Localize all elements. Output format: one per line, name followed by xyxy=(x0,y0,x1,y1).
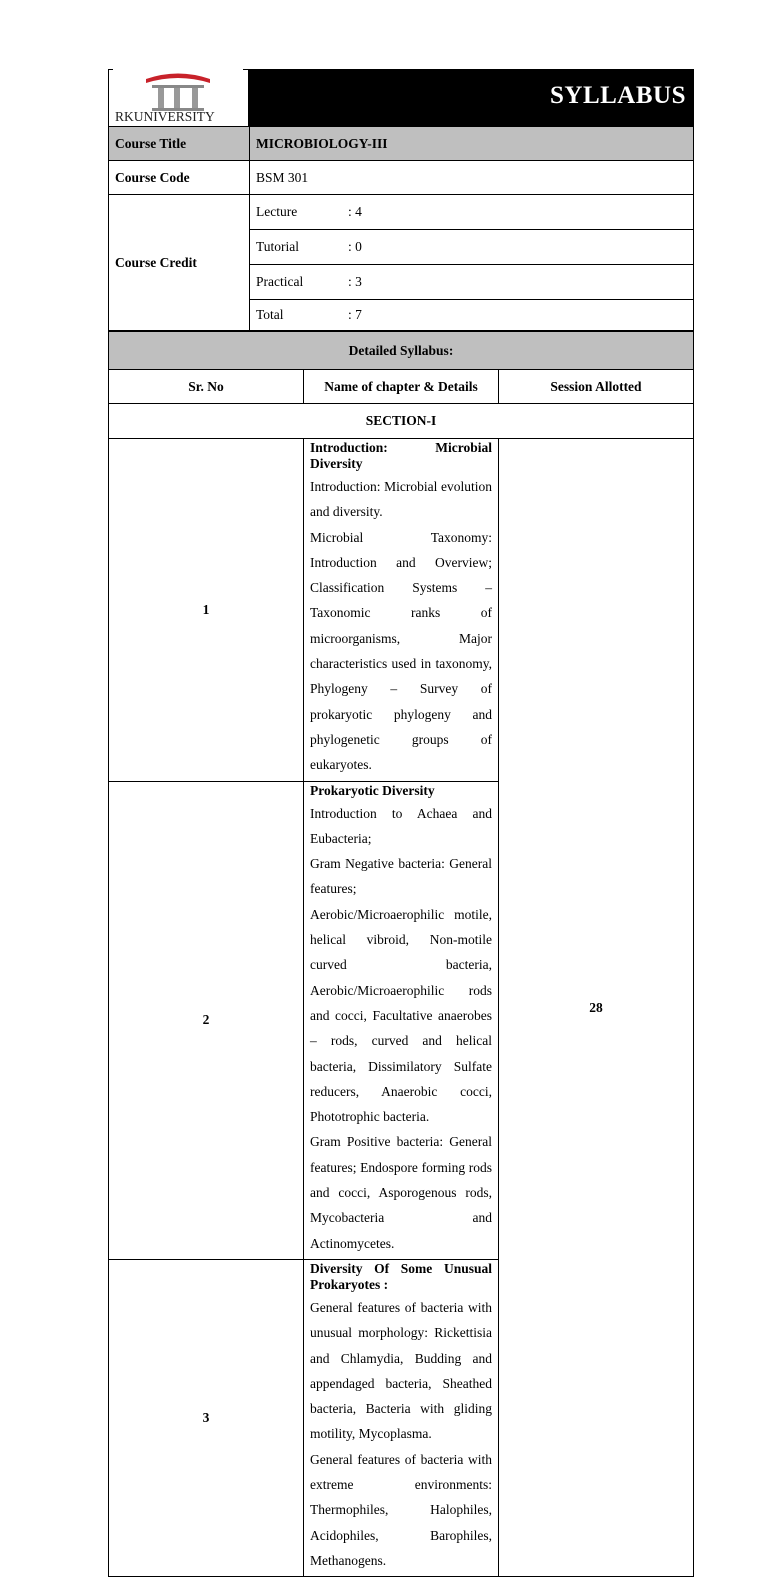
chapter-number: 3 xyxy=(109,1259,304,1576)
credit-value: : 3 xyxy=(348,274,362,289)
course-code-label: Course Code xyxy=(109,161,250,195)
chapter-paragraph: General features of bacteria with unusual morphology: Rickettisia and Chlamydia, Budding and appendaged bacteria, Sheathed bacteria, Bacteria with gliding motility, Mycoplasma. xyxy=(310,1299,492,1442)
chapter-title: Prokaryotic Diversity xyxy=(310,782,435,798)
course-info-table xyxy=(108,126,694,331)
chapter-details xyxy=(304,1259,499,1576)
course-code-value: BSM 301 xyxy=(250,161,694,195)
chapter-details xyxy=(304,439,499,782)
chapter-paragraph: Gram Negative bacteria: General features; Aerobic/Microaerophilic motile, helical vibroid, Non-motile curved bacteria, Aerobic/Microaerophilic rods and cocci, Facultative anaerobes – rods, curved and helical bacteria, Dissimilatory Sulfate reducers, Anaerobic cocci, Phototrophic bacteria. xyxy=(310,856,492,1125)
chapter-title: Diversity Of Some Unusual Prokaryotes : xyxy=(310,1260,492,1292)
credit-name: Total xyxy=(256,307,284,322)
credit-row-lecture xyxy=(109,195,694,230)
credit-name: Practical xyxy=(256,274,304,289)
credit-name: Tutorial xyxy=(256,239,300,254)
header xyxy=(108,69,694,126)
chapter-number: 1 xyxy=(109,439,304,782)
university-logo xyxy=(108,69,248,126)
chapter-paragraph: Introduction: Microbial evolution and diversity. xyxy=(310,479,492,520)
col-sr-no: Sr. No xyxy=(109,370,304,404)
course-title-row xyxy=(109,127,694,161)
chapter-details xyxy=(304,781,499,1259)
chapter-paragraph: General features of bacteria with extreme environments: Thermophiles, Halophiles, Acidophiles, Barophiles, Methanogens. xyxy=(310,1451,492,1568)
credit-value: : 7 xyxy=(348,307,362,322)
pillar-logo-icon xyxy=(108,69,248,126)
syllabus-header-row xyxy=(109,370,694,404)
svg-text:RKUNIVERSITY: RKUNIVERSITY xyxy=(115,109,215,124)
table-row xyxy=(109,439,694,782)
chapter-paragraph: Introduction to Achaea and Eubacteria; xyxy=(310,805,492,846)
credit-name: Lecture xyxy=(256,204,298,219)
chapter-title: Introduction: Microbial Diversity xyxy=(310,440,492,471)
detailed-syllabus-heading: Detailed Syllabus: xyxy=(109,332,694,370)
section-title: SECTION-I xyxy=(109,404,694,439)
course-title-label: Course Title xyxy=(109,127,250,161)
session-allotted-value: 28 xyxy=(499,439,694,1577)
col-chapter-name: Name of chapter & Details xyxy=(304,370,499,404)
course-title-value: MICROBIOLOGY-III xyxy=(250,127,694,161)
course-credit-label: Course Credit xyxy=(109,195,250,331)
credit-value: : 0 xyxy=(348,239,362,254)
course-code-row xyxy=(109,161,694,195)
title-band xyxy=(248,69,694,126)
chapter-paragraph: Microbial Taxonomy: Introduction and Overview; Classification Systems – Taxonomic ranks of microorganisms, Major characteristics used in taxonomy, Phylogeny – Survey of prokaryotic phylogeny and phylogenetic groups of eukaryotes. xyxy=(310,529,492,773)
page-title: SYLLABUS xyxy=(550,82,686,109)
credit-value: : 4 xyxy=(348,204,362,219)
chapter-number: 2 xyxy=(109,781,304,1259)
chapter-paragraph: Gram Positive bacteria: General features; Endospore forming rods and cocci, Asporogenous rods, Mycobacteria and Actinomycetes. xyxy=(310,1134,492,1251)
col-session-allotted: Session Allotted xyxy=(499,370,694,404)
detailed-syllabus-table xyxy=(108,331,694,1577)
syllabus-page xyxy=(108,69,694,1577)
